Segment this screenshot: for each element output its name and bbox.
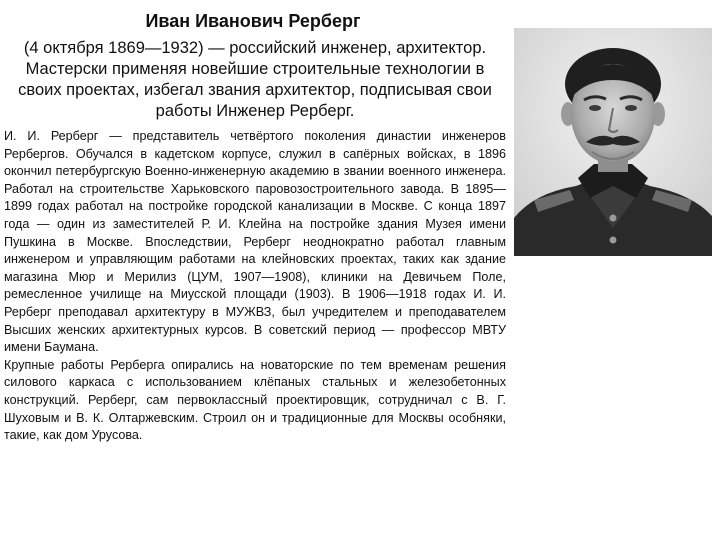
portrait-photo	[514, 28, 712, 256]
biography-text	[4, 128, 506, 445]
intro-text: (4 октября 1869—1932) — российский инженер, архитектор. Мастерски применяя новейшие строительные технологии в своих проектах, избегал звания архитектор, подписывая свои работы Инженер Рерберг.	[18, 39, 492, 120]
biography-paragraph-2: Крупные работы Рерберга опирались на новаторские по тем временам решения силового каркаса с использованием клёпаных стальных и железобетонных конструкций. Рерберг, сам первоклассный проектировщик, сотрудничал с В. Г. Шуховым и В. К. Олтаржевским. Строил он и традиционные для Москвы особняки, такие, как дом Урусова.	[4, 357, 506, 443]
page-title: Иван Иванович Рерберг	[145, 11, 361, 31]
biography-paragraph-1: И. И. Рерберг — представитель четвёртого поколения династии инженеров Рербергов. Обучался в кадетском корпусе, служил в сапёрных войсках, в 1896 окончил петербургскую Военно-инженерную академию в звании военного инженера. Работал на строительстве Харьковского паровозостроительного завода. В 1895—1899 годах работал на постройке городской канализации в Москве. С конца 1897 года — один из заместителей Р. И. Клейна на постройке здания Музея имени Пушкина в Москве. Впоследствии, Рерберг неоднократно работал главным инженером и управляющим работами на клейновских проектах, таких как здание магазина Мюр и Мерилиз (ЦУМ, 1907—1908), клиники на Девичьем Поле, ремесленное училище на Миусской площади (1903). В 1906—1918 годах И. И. Рерберг преподавал архитектуру в МУЖВЗ, был учредителем и преподавателем Высших женских архитектурных курсов. В советский период — профессор МВТУ имени Баумана.	[4, 129, 506, 355]
